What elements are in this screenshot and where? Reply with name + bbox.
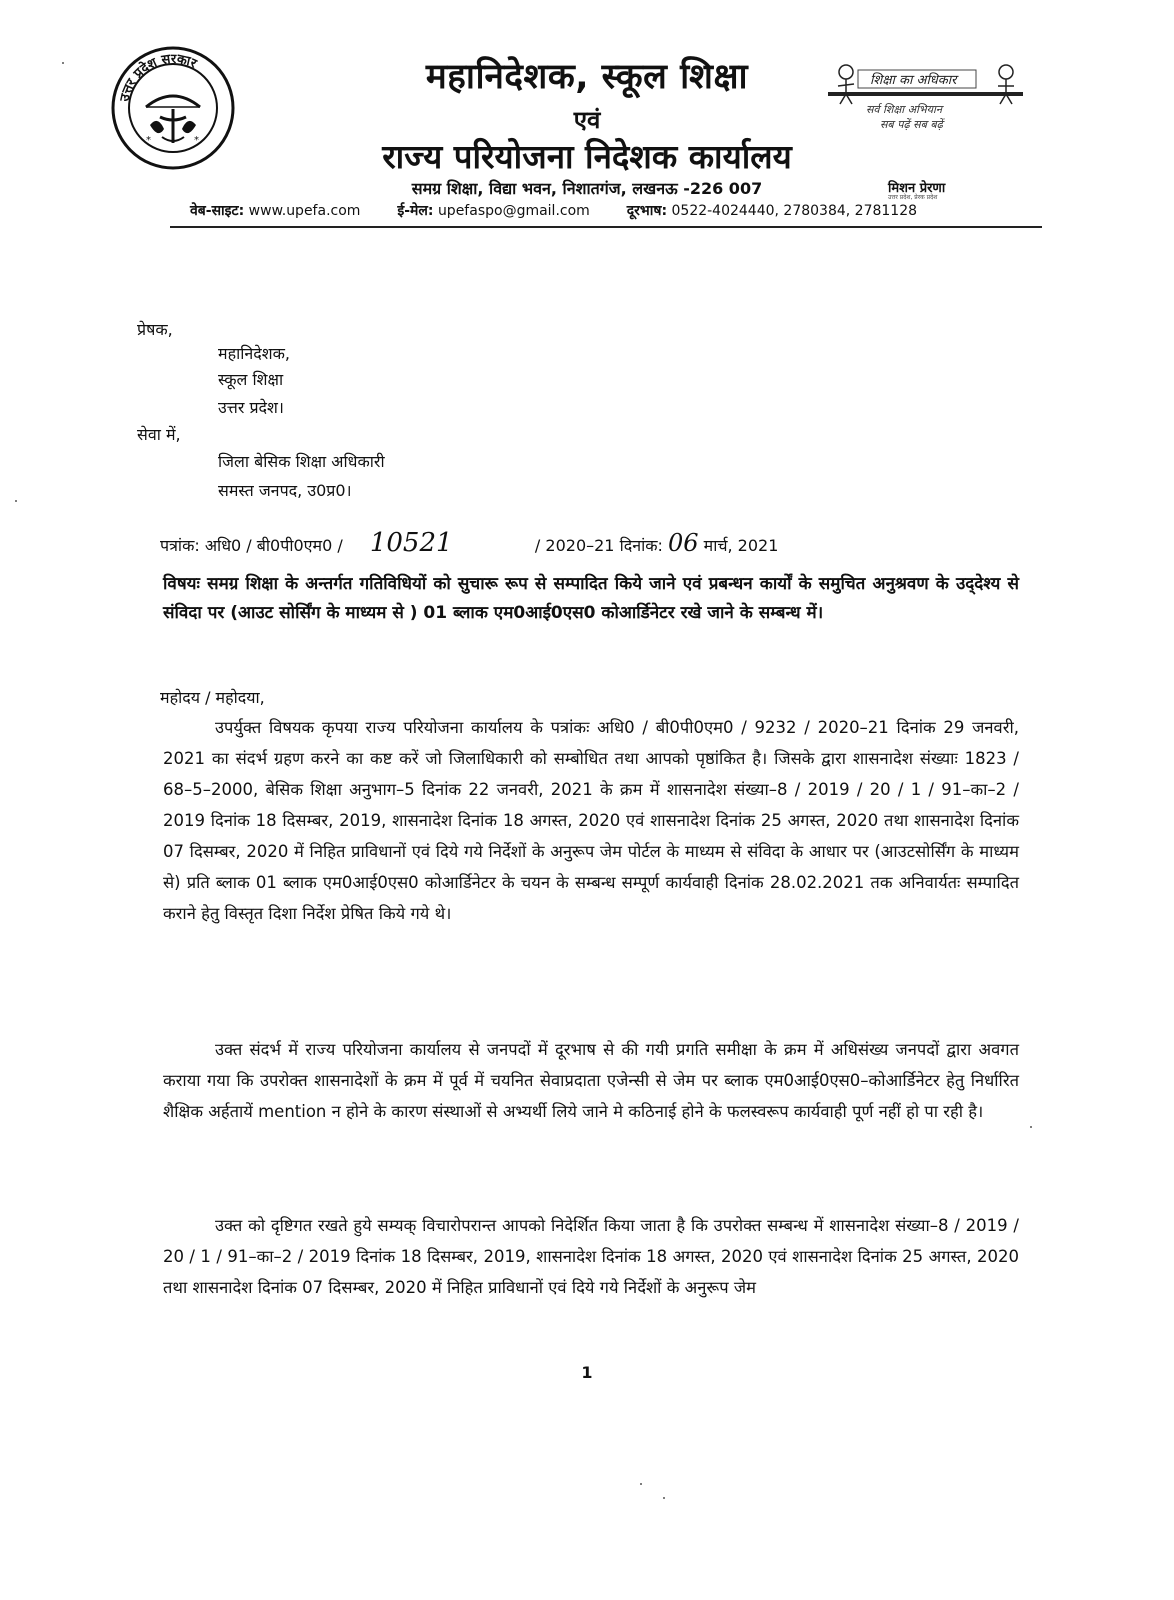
subject-text: समग्र शिक्षा के अन्तर्गत गतिविधियों को सुचारू रूप से सम्पादित किये जाने एवं प्रबन्धन कार्यों के समुचित अनुश्रवण के उद्‌देश्य से संविदा पर (आउट सोर्सिंग के माध्यम से ) 01 ब्लाक एम0आई0एस0 कोआर्डिनेटर रखे जाने के सम्बन्ध में। [163,574,1020,623]
paragraph-1: उपर्युक्त विषयक कृपया राज्य परियोजना कार्यालय के पत्रांकः अधि0 / बी0पी0एम0 / 9232 / 2020–21 दिनांक 29 जनवरी, 2021 का संदर्भ ग्रहण करने का कष्ट करें जो जिलाधिकारी को सम्बोधित तथा आपको पृष्ठांकित है। जिसके द्वारा शासनादेश संख्याः 1823 / 68–5–2000, बेसिक शिक्षा अनुभाग–5 दिनांक 22 जनवरी, 2021 के क्रम में शासनादेश संख्या–8 / 2019 / 20 / 1 / 91–का–2 / 2019 दिनांक 18 दिसम्बर, 2019, शासनादेश दिनांक 18 अगस्त, 2020 एवं शासनादेश दिनांक 25 अगस्त, 2020 तथा शासनादेश दिनांक 07 दिसम्बर, 2020 में निहित प्राविधानों एवं दिये गये निर्देशों के अनुरूप जेम पोर्टल के माध्यम से संविदा के आधार पर (आउटसोर्सिंग के माध्यम से) प्रति ब्लाक 01 ब्लाक एम0आई0एस0 कोआर्डिनेटर के चयन के सम्बन्ध सम्पूर्ण कार्यवाही दिनांक 28.02.2021 तक अनिवार्यतः सम्पादित कराने हेतु विस्तृत दिशा निर्देश प्रेषित किये गये थे। [163,718,1019,923]
mission-prerna-subtitle: उत्तर प्रदेश, प्रेरक प्रदेश [888,194,938,201]
website: www.upefa.com [248,203,361,219]
paragraph-3: उक्त को दृष्टिगत रखते हुये सम्यक् विचारोपरान्त आपको निदेर्शित किया जाता है कि उपरोक्त सम्बन्ध में शासनादेश संख्या–8 / 2019 / 20 / 1 / 91–का–2 / 2019 दिनांक 18 दिसम्बर, 2019, शासनादेश दिनांक 18 अगस्त, 2020 एवं शासनादेश दिनांक 25 अगस्त, 2020 तथा शासनादेश दिनांक 07 दिसम्बर, 2020 में निहित प्राविधानों एवं दिये गये निर्देशों के अनुरूप जेम [163,1216,1019,1297]
paragraph-2: उक्त संदर्भ में राज्य परियोजना कार्यालय से जनपदों में दूरभाष से की गयी प्रगति समीक्षा के क्रम में अधिसंख्य जनपदों द्वारा अवगत कराया गया कि उपरोक्त शासनादेशों के क्रम में पूर्व में चयनित सेवाप्रदाता एजेन्सी से जेम पर ब्लाक एम0आई0एस0–कोआर्डिनेटर हेतु निर्धारित शैक्षिक अर्हतायें mention न होने के कारण संस्थाओं से अभ्यर्थी लिये जाने मे कठिनाई होने के फलस्वरूप कार्यवाही पूर्ण नहीं हो पा रही है। [163,1040,1019,1121]
date-rest: मार्च, 2021 [703,536,779,555]
date-day-handwritten: 06 [668,529,699,557]
ssa-motto: सब पढ़ें सब बढ़ें [880,118,943,131]
subject-label: विषयः [163,574,200,594]
sender-line: उत्तर प्रदेश। [218,398,284,417]
sender-line: महानिदेशक, [218,344,290,363]
phone-label: दूरभाष: [626,203,668,219]
mission-prerna-title: मिशन प्रेरणा [888,181,946,196]
header-divider [170,226,1042,228]
svg-text:*: * [194,135,199,146]
page-number: 1 [581,1363,593,1382]
reference-line [160,528,778,558]
contact-line [190,201,917,220]
scan-speck [62,62,64,64]
office-title-line3: राज्य परियोजना निदेशक कार्यालय [382,137,792,176]
email: upefaspo@gmail.com [437,203,590,219]
office-address: समग्र शिक्षा, विद्या भवन, निशातगंज, लखनऊ -226 007 [411,179,763,198]
email-label: ई-मेल: [397,203,434,219]
subject [163,570,1019,628]
recipient-line: जिला बेसिक शिक्षा अधिकारी [218,452,385,471]
office-title-line1: महानिदेशक, स्कूल शिक्षा [425,57,749,97]
reference-number-handwritten: 10521 [369,528,453,558]
ssa-tagline: सर्व शिक्षा अभियान [866,103,942,116]
svg-text:उत्तर प्रदेश सरकार: उत्तर प्रदेश सरकार [117,51,199,103]
salutation: महोदय / महोदया, [160,688,265,707]
reference-suffix: / 2020–21 दिनांक: [534,536,663,555]
sender-line: स्कूल शिक्षा [218,370,284,389]
scan-speck [1030,1126,1032,1128]
scan-speck [640,1483,642,1485]
website-label: वेब-साइट: [190,203,245,219]
scan-speck [663,1497,665,1499]
svg-text:*: * [146,135,151,146]
scan-speck [15,500,17,502]
svg-text:शिक्षा का अधिकार: शिक्षा का अधिकार [870,73,957,88]
recipient-label: सेवा में, [137,425,181,444]
recipient-line: समस्त जनपद, उ0प्र0। [218,481,352,500]
phone: 0522-4024440, 2780384, 2781128 [671,203,918,219]
reference-prefix: पत्रांक: अधि0 / बी0पी0एम0 / [160,536,343,555]
office-title-line2: एवं [573,106,601,134]
sender-label: प्रेषक, [137,320,173,339]
